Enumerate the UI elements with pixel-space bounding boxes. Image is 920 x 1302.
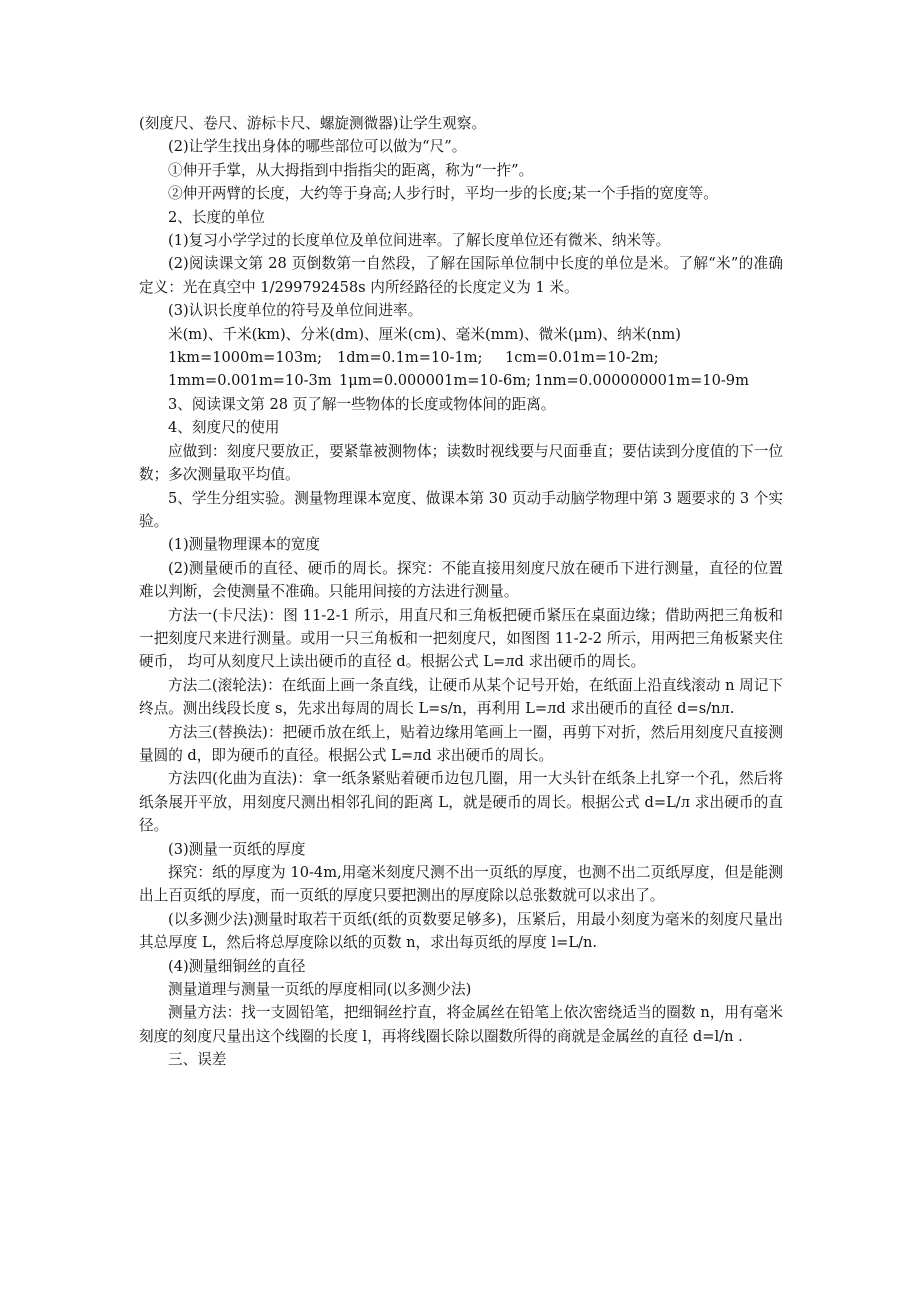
paragraph-paper-method: (以多测少法)测量时取若干页纸(纸的页数要足够多)，压紧后，用最小刻度为毫米的刻度尺量出其总厚度 L，然后将总厚度除以纸的页数 n，求出每页纸的厚度 l=L/n. <box>139 910 783 952</box>
paragraph-method-one: 方法一(卡尺法)：图 11-2-1 所示，用直尺和三角板把硬币紧压在桌面边缘；借助两把三角板和一把刻度尺来进行测量。或用一只三角板和一把刻度尺，如图图 11-2-2 所示，用两把三角板紧夹住硬币， 均可从刻度尺上读出硬币的直径 d。根据公式 L=лd 求出硬币的周长。 <box>139 606 783 671</box>
conversion-cm: 1cm=0.01m=10-2m; <box>505 349 659 367</box>
paragraph-unit-list: 米(m)、千米(km)、分米(dm)、厘米(cm)、毫米(mm)、微米(μm)、纳米(nm) <box>168 325 681 343</box>
paragraph-unit-symbols: (3)认识长度单位的符号及单位间进率。 <box>168 302 423 320</box>
paragraph-review-units: (1)复习小学学过的长度单位及单位间进率。了解长度单位还有微米、纳米等。 <box>168 232 671 250</box>
paragraph-tools: (刻度尺、卷尺、游标卡尺、螺旋测微器)让学生观察。 <box>139 115 487 132</box>
paragraph-wire-principle: 测量道理与测量一页纸的厚度相同(以多测少法) <box>168 981 472 999</box>
heading-paper-thickness: (3)测量一页纸的厚度 <box>168 840 306 858</box>
paragraph-arm-length: ②伸开两臂的长度，大约等于身高;人步行时，平均一步的长度;某一个手指的宽度等。 <box>168 185 718 203</box>
heading-error: 三、误差 <box>168 1051 227 1069</box>
document-page <box>139 112 783 1072</box>
paragraph-wire-method: 测量方法：找一支圆铅笔，把细铜丝拧直，将金属丝在铅笔上依次密绕适当的圈数 n，用有毫米刻度的刻度尺量出这个线圈的长度 l，再将线圈长除以圈数所得的商就是金属丝的直径 d=l/n . <box>139 1004 783 1045</box>
paragraph-group-experiment: 5、学生分组实验。测量物理课本宽度、做课本第 30 页动手动脑学物理中第 3 题要求的 3 个实验。 <box>139 489 783 530</box>
paragraph-hand-span: ①伸开手掌，从大拇指到中指指尖的距离，称为“一拃”。 <box>168 161 534 179</box>
conversion-dm: 1dm=0.1m=10-1m; <box>337 349 483 367</box>
unit-conversion-row <box>139 369 783 392</box>
paragraph-measure-coin: (2)测量硬币的直径、硬币的周长。探究：不能直接用刻度尺放在硬币下进行测量，直径的位置难以判断，会使测量不准确。只能用间接的方法进行测量。 <box>139 559 783 601</box>
heading-length-units: 2、长度的单位 <box>168 208 265 226</box>
paragraph-read-textbook: 3、阅读课文第 28 页了解一些物体的长度或物体间的距离。 <box>168 395 556 413</box>
paragraph-method-two: 方法二(滚轮法)：在纸面上画一条直线，让硬币从某个记号开始，在纸面上沿直线滚动 n 周记下终点。测出线段长度 s，先求出每周的周长 L=s/n，再利用 L=лd 求出硬币的直径 d=s/nл. <box>139 676 783 718</box>
heading-measure-book-width: (1)测量物理课本的宽度 <box>168 536 321 554</box>
conversion-mm: 1mm=0.001m=10-3m <box>168 372 332 390</box>
paragraph-method-four: 方法四(化曲为直法)：拿一纸条紧贴着硬币边包几圈，用一大头针在纸条上扎穿一个孔，然后将纸条展开平放，用刻度尺测出相邻孔间的距离 L，就是硬币的周长。根据公式 d=L/л 求出硬币的直径。 <box>139 770 783 835</box>
unit-conversion-row <box>139 346 783 369</box>
paragraph-ruler-rules: 应做到：刻度尺要放正，要紧靠被测物体；读数时视线要与尺面垂直；要估读到分度值的下一位数；多次测量取平均值。 <box>139 442 783 484</box>
heading-copper-wire: (4)测量细铜丝的直径 <box>168 957 306 975</box>
paragraph-paper-inquiry: 探究：纸的厚度为 10-4m,用毫米刻度尺测不出一页纸的厚度，也测不出二页纸厚度，但是能测出上百页纸的厚度，而一页纸的厚度只要把测出的厚度除以总张数就可以求出了。 <box>139 864 783 905</box>
heading-ruler-usage: 4、刻度尺的使用 <box>168 419 280 437</box>
conversion-nm: 1nm=0.000000001m=10-9m <box>534 372 749 390</box>
conversion-km: 1km=1000m=103m; <box>168 349 323 367</box>
paragraph-meter-definition: (2)阅读课文第 28 页倒数第一自然段，了解在国际单位制中长度的单位是米。了解“米”的准确定义：光在真空中 1/299792458s 内所经路径的长度定义为 1 米。 <box>139 255 783 296</box>
conversion-um: 1μm=0.000001m=10-6m; <box>339 372 532 390</box>
paragraph-method-three: 方法三(替换法)：把硬币放在纸上，贴着边缘用笔画上一圈，再剪下对折，然后用刻度尺直接测量圆的 d，即为硬币的直径。根据公式 L=лd 求出硬币的周长。 <box>139 723 783 764</box>
paragraph-body-ruler: (2)让学生找出身体的哪些部位可以做为“尺”。 <box>168 138 467 156</box>
